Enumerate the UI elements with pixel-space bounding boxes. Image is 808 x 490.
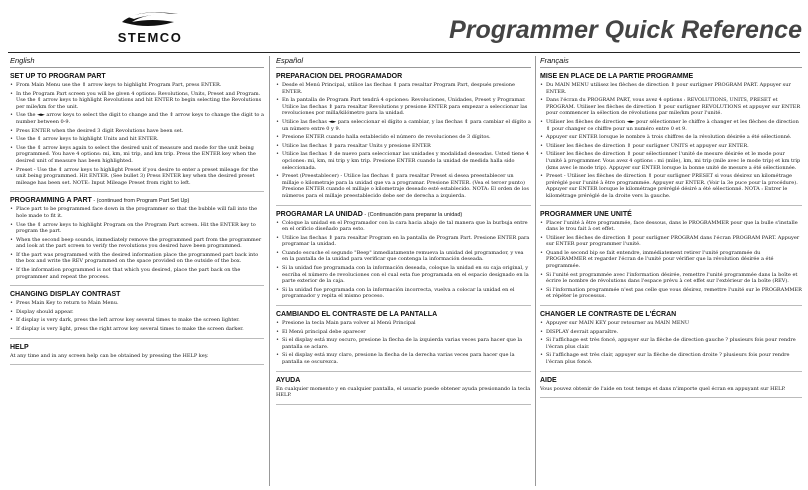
section-heading (10, 73, 264, 80)
column-english (10, 56, 264, 488)
instruction-item: • Utiliser les flèches de direction ⇕ pour sélectionner l'unité de mesure désirée et le mode pour l'unité à programmer. Vous avez 4 options : mi (mile), km, mi trip (mile avec le mode trip) et km trip (kms avec le mode trip). Appuyer sur ENTER lorsque la bonne unité de mesure a été sélectionnée. (540, 151, 802, 171)
instruction-item: • Desde el Menú Principal, utilice las flechas ⇕ para resaltar Program Part, después presione ENTER. (276, 82, 531, 95)
instruction-list (540, 320, 802, 366)
instruction-item: • Dans l'écran du PROGRAM PART, vous avez 4 options : REVOLUTIONS, UNITS, PRESET et PROGRAM. Utiliser les flèches de direction ⇕ pour surligner REVOLUTIONS et appuyer sur ENTER pour commencer la sélection de révolutions par mile/km pour l'unité. (540, 97, 802, 117)
instruction-item: • Use the ⇕ arrow keys to highlight Units and hit ENTER. (10, 136, 264, 143)
section-heading (540, 211, 802, 218)
instruction-list (10, 300, 264, 332)
language-label: English (10, 56, 264, 68)
instruction-item: • Presione ENTER cuando halla establecido el número de revoluciones de 3 dígitos. (276, 134, 531, 141)
section-heading (276, 311, 531, 318)
instruction-item: • Si l'affichage est très foncé, appuyer sur la flèche de direction gauche ? plusieurs fois pour rendre l'écran plus clair. (540, 337, 802, 350)
instruction-item: • If the information programmed is not that which you desired, place the part back on the programmer and repeat the process. (10, 267, 264, 280)
section-heading-text: AYUDA (276, 376, 301, 384)
instruction-item: • Si l'information programmée n'est pas celle que vous désirez, remettre l'unité sur le PROGRAMMER et répéter le processus. (540, 287, 802, 300)
section-heading-text: SET UP TO PROGRAM PART (10, 73, 106, 80)
page-title: Programmer Quick Reference (449, 16, 802, 44)
instruction-item: • Utilice las flechas ◄► para seleccionar el dígito a cambiar, y las flechas ⇕ para cambiar el dígito a un número entre 0 y 9. (276, 119, 531, 132)
language-label: Français (540, 56, 802, 68)
instruction-item: • Du MAIN MENU utilisez les flèches de direction ⇕ pour surligner PROGRAM PART. Appuyer sur ENTER. (540, 82, 802, 95)
instruction-item: • El Menú principal debe aparecer (276, 329, 531, 336)
instruction-item: • Utilice las flechas ⇕ para resaltar Units y presione ENTER (276, 143, 531, 150)
column-divider (269, 56, 270, 486)
instruction-item: • Appuyer sur MAIN KEY pour retourner au MAIN MENU (540, 320, 802, 327)
column-divider (535, 56, 536, 486)
section (540, 377, 802, 399)
section-heading-text: MISE EN PLACE DE LA PARTIE PROGRAMME (540, 73, 694, 80)
section-heading-text: PREPARACION DEL PROGRAMADOR (276, 73, 403, 80)
section-heading (276, 377, 531, 384)
instruction-item: • Preset - Use the ⇕ arrow keys to highlight Preset if you desire to enter a preset mileage for the unit being programmed. Hit ENTER. (See bullet 3) Press ENTER key when the desired preset mileage has been set. NOTE: Input Mileage Preset from right to left. (10, 167, 264, 187)
instruction-list (540, 82, 802, 200)
language-label: Español (276, 56, 531, 68)
section-heading-note: - (Continuación para preparar la unidad) (362, 211, 463, 218)
instruction-item: • If display is very light, press the right arrow key several times to make the screen darker. (10, 326, 264, 333)
section (540, 311, 802, 372)
instruction-item: • Si l'unité est programmée avec l'information désirée, remettre l'unité programmée dans la boîte et écrire le nombre de révolutions dans l'espace prévu à cet effet sur l'extérieur de la boîte (REV). (540, 272, 802, 285)
instruction-item: • When the second beep sounds, immediately remove the programmed part from the programmer and look at the part screen to verify the revolutions you desired have been programmed. (10, 237, 264, 250)
section-heading (540, 73, 802, 80)
instruction-item: • If display is very dark, press the left arrow key several times to make the screen lighter. (10, 317, 264, 324)
section (10, 344, 264, 366)
section-heading-text: CHANGER LE CONTRASTE DE L'ÉCRAN (540, 311, 677, 319)
section-heading (10, 197, 264, 204)
instruction-item: • Utiliser les flèches de direction ⇕ pour surligner UNITS et appuyer sur ENTER. (540, 143, 802, 150)
section (540, 73, 802, 206)
brand-name: STEMCO (117, 30, 183, 45)
instruction-item: • Appuyer sur ENTER lorsque le nombre à trois chiffres de la révolution désirée a été sélectionné. (540, 134, 802, 141)
section-heading (276, 211, 531, 218)
instruction-item: • Presione la tecla Main para volver al Menú Principal (276, 320, 531, 327)
instruction-item: • Utiliser les flèches de direction ◄► pour sélectionner le chiffre à changer et les flèches de direction ⇕ pour changer ce chiffre pour un numéro entre 0 et 9. (540, 119, 802, 132)
instruction-item: • In the Program Part screen you will be given 4 options: Revolutions, Units, Preset and Program. Use the ⇕ arrow keys to highlight Revolutions and hit ENTER to begin selecting the Revolutions per mile/km for the unit. (10, 91, 264, 111)
page-header (0, 0, 808, 52)
section-heading-text: PROGRAMAR LA UNIDAD (276, 210, 363, 218)
section-heading (10, 291, 264, 298)
instruction-item: • Press ENTER when the desired 3 digit Revolutions have been set. (10, 128, 264, 135)
section (10, 73, 264, 192)
instruction-item: • Utilice las flechas ⇕ para resaltar Program en la pantalla de Program Part. Presione ENTER para programar la unidad. (276, 235, 531, 248)
instruction-item: • Coloque la unidad en el Programador con la cara hacia abajo de tal manera que la burbuja entre en el orificio diseñado para esto. (276, 220, 531, 233)
instruction-list (10, 206, 264, 280)
section-text: At any time and in any screen help can be obtained by pressing the HELP key. (10, 352, 209, 359)
section (540, 211, 802, 307)
section-heading (276, 73, 531, 80)
section-heading (540, 377, 802, 384)
section (276, 311, 531, 372)
section (276, 377, 531, 405)
instruction-item: • Display should appear. (10, 309, 264, 316)
instruction-item: • Use the ⇕ arrow keys to highlight Program on the Program Part screen. Hit the ENTER key to program the part. (10, 222, 264, 235)
instruction-list (10, 82, 264, 186)
section (276, 73, 531, 206)
instruction-item: • Utiliser les flèches de direction ⇕ pour surligner PROGRAM dans l'écran PROGRAM PART. Appuyer sur ENTER pour programmer l'unité. (540, 235, 802, 248)
instruction-item: • Si la unidad fue programada con la información deseada, coloque la unidad en su caja original, y escriba el número de revoluciones con el cual esta fue programada en el espacio designado en la parte exterior de la caja. (276, 265, 531, 285)
instruction-item: • If the part was programmed with the desired information place the programmed part back into the box and write the REV programmed on the space provided on the outside of the box. (10, 252, 264, 265)
instruction-item: • Cuando escuche el segundo "Beep" inmediatamente remueva la unidad del programador, y vea en la pantalla de la unidad para verificar que contenga la información deseada. (276, 250, 531, 263)
instruction-item: • Si l'affichage est très clair, appuyer sur la flèche de direction droite ? plusieurs fois pour rendre l'écran plus foncé. (540, 352, 802, 365)
instruction-item: • From Main Menu use the ⇕ arrow keys to highlight Program Part, press ENTER. (10, 82, 264, 89)
instruction-item: • Place part to be programmed face down in the programmer so that the bubble will fall into the hole made to fit it. (10, 206, 264, 219)
section (10, 291, 264, 338)
stemco-logo (95, 8, 205, 44)
section-text: En cualquier momento y en cualquier pantalla, el usuario puede obtener ayuda presionando la tecla HELP. (276, 385, 531, 399)
column-espanol (276, 56, 531, 488)
section-heading-text: PROGRAMMER UNE UNITÉ (540, 210, 632, 218)
instruction-list (276, 320, 531, 366)
instruction-list (540, 220, 802, 301)
section-text: Vous pouvez obtenir de l'aide en tout temps et dans n'importe quel écran en appuyant sur HELP. (540, 385, 786, 392)
instruction-item: • Si el display está muy claro, presione la flecha de la derecha varias veces para hacer que la pantalla se oscurezca. (276, 352, 531, 365)
instruction-item: • Utilice las flechas ⇕ de nuevo para seleccionar las unidades y modalidad deseadas. Usted tiene 4 opciones: mi, km, mi trip y km trip. Presione ENTER cuando la unidad de medida halla sido seleccionada. (276, 151, 531, 171)
instruction-item: • Preset - Utiliser les flèches de direction ⇕ pour surligner PRESET si vous désirez un kilométrage préréglé pour l'unité à être programmée. Appuyer sur ENTER. (Voir la 3e puce pour la procédure). Appuyer sur ENTER lorsque le kilométrage préréglé désiré a été sélectionné. NOTA : Entrer le kilométrage préréglé de la droite vers la gauche. (540, 173, 802, 199)
section-heading-text: CHANGING DISPLAY CONTRAST (10, 291, 121, 299)
header-divider (8, 52, 800, 53)
instruction-item: • Press Main Key to return to Main Menu. (10, 300, 264, 307)
section-heading-note: - (continued from Program Part Set Up) (91, 198, 190, 205)
instruction-item: • Si la unidad fue programada con la información incorrecta, vuelva a colocar la unidad en el programador y repita el mismo proceso. (276, 287, 531, 300)
instruction-item: • En la pantalla de Program Part tendrá 4 opciones: Revoluciones, Unidades, Preset y Programar. Utilice las flechas ⇕ para resaltar Revolutions y presione ENTER para empezar a seleccionar las revoluciones por milla/kilómetro para la unidad. (276, 97, 531, 117)
instruction-item: • DISPLAY devrait apparaître. (540, 329, 802, 336)
instruction-item: • Placer l'unité à être programmée, face dessous, dans le PROGRAMMER pour que la bulle s'installe dans le trou fait à cet effet. (540, 220, 802, 233)
instruction-item: • Quand le second bip se fait entendre, immédiatement retirer l'unité programmée du PROGRAMMER et regarder l'écran de l'unité pour vérifier que la révolution désirée a été programmée. (540, 250, 802, 270)
swoosh-logo-icon (118, 8, 182, 30)
section-heading-text: CAMBIANDO EL CONTRASTE DE LA PANTALLA (276, 311, 438, 319)
section (276, 211, 531, 307)
column-francais (540, 56, 802, 488)
instruction-item: • Si el display está muy oscuro, presione la flecha de la izquierda varias veces para hacer que la pantalla se aclare. (276, 337, 531, 350)
section-heading (540, 311, 802, 318)
instruction-item: • Use the ⇕ arrow keys again to select the desired unit of measure and mode for the unit being programmed. You have 4 options: mi, km, mi trip, and km trip. Press the ENTER key when the desired unit of measure has been highlighted. (10, 145, 264, 165)
instruction-list (276, 220, 531, 301)
instruction-item: • Use the ◄► arrow keys to select the digit to change and the ⇕ arrow keys to change the digit to a number between 0-9. (10, 112, 264, 125)
section-heading-text: HELP (10, 343, 29, 351)
section-heading (10, 344, 264, 351)
section-heading-text: AIDE (540, 376, 557, 384)
section-heading-text: PROGRAMMING A PART (10, 197, 92, 205)
section (10, 197, 264, 286)
instruction-item: • Preset (Preestablecer) - Utilice las flechas ⇕ para resaltar Preset si desea preestablecer un millaje o kilometraje para la unidad que va a programar. Presione ENTER. (Vea el tercer punto) Presione ENTER cuando el millaje o kilometraje deseado esté establecido. NOTA: El orden de los números para el millaje preestablecido debe ser de derecha a izquierda. (276, 173, 531, 199)
instruction-list (276, 82, 531, 200)
